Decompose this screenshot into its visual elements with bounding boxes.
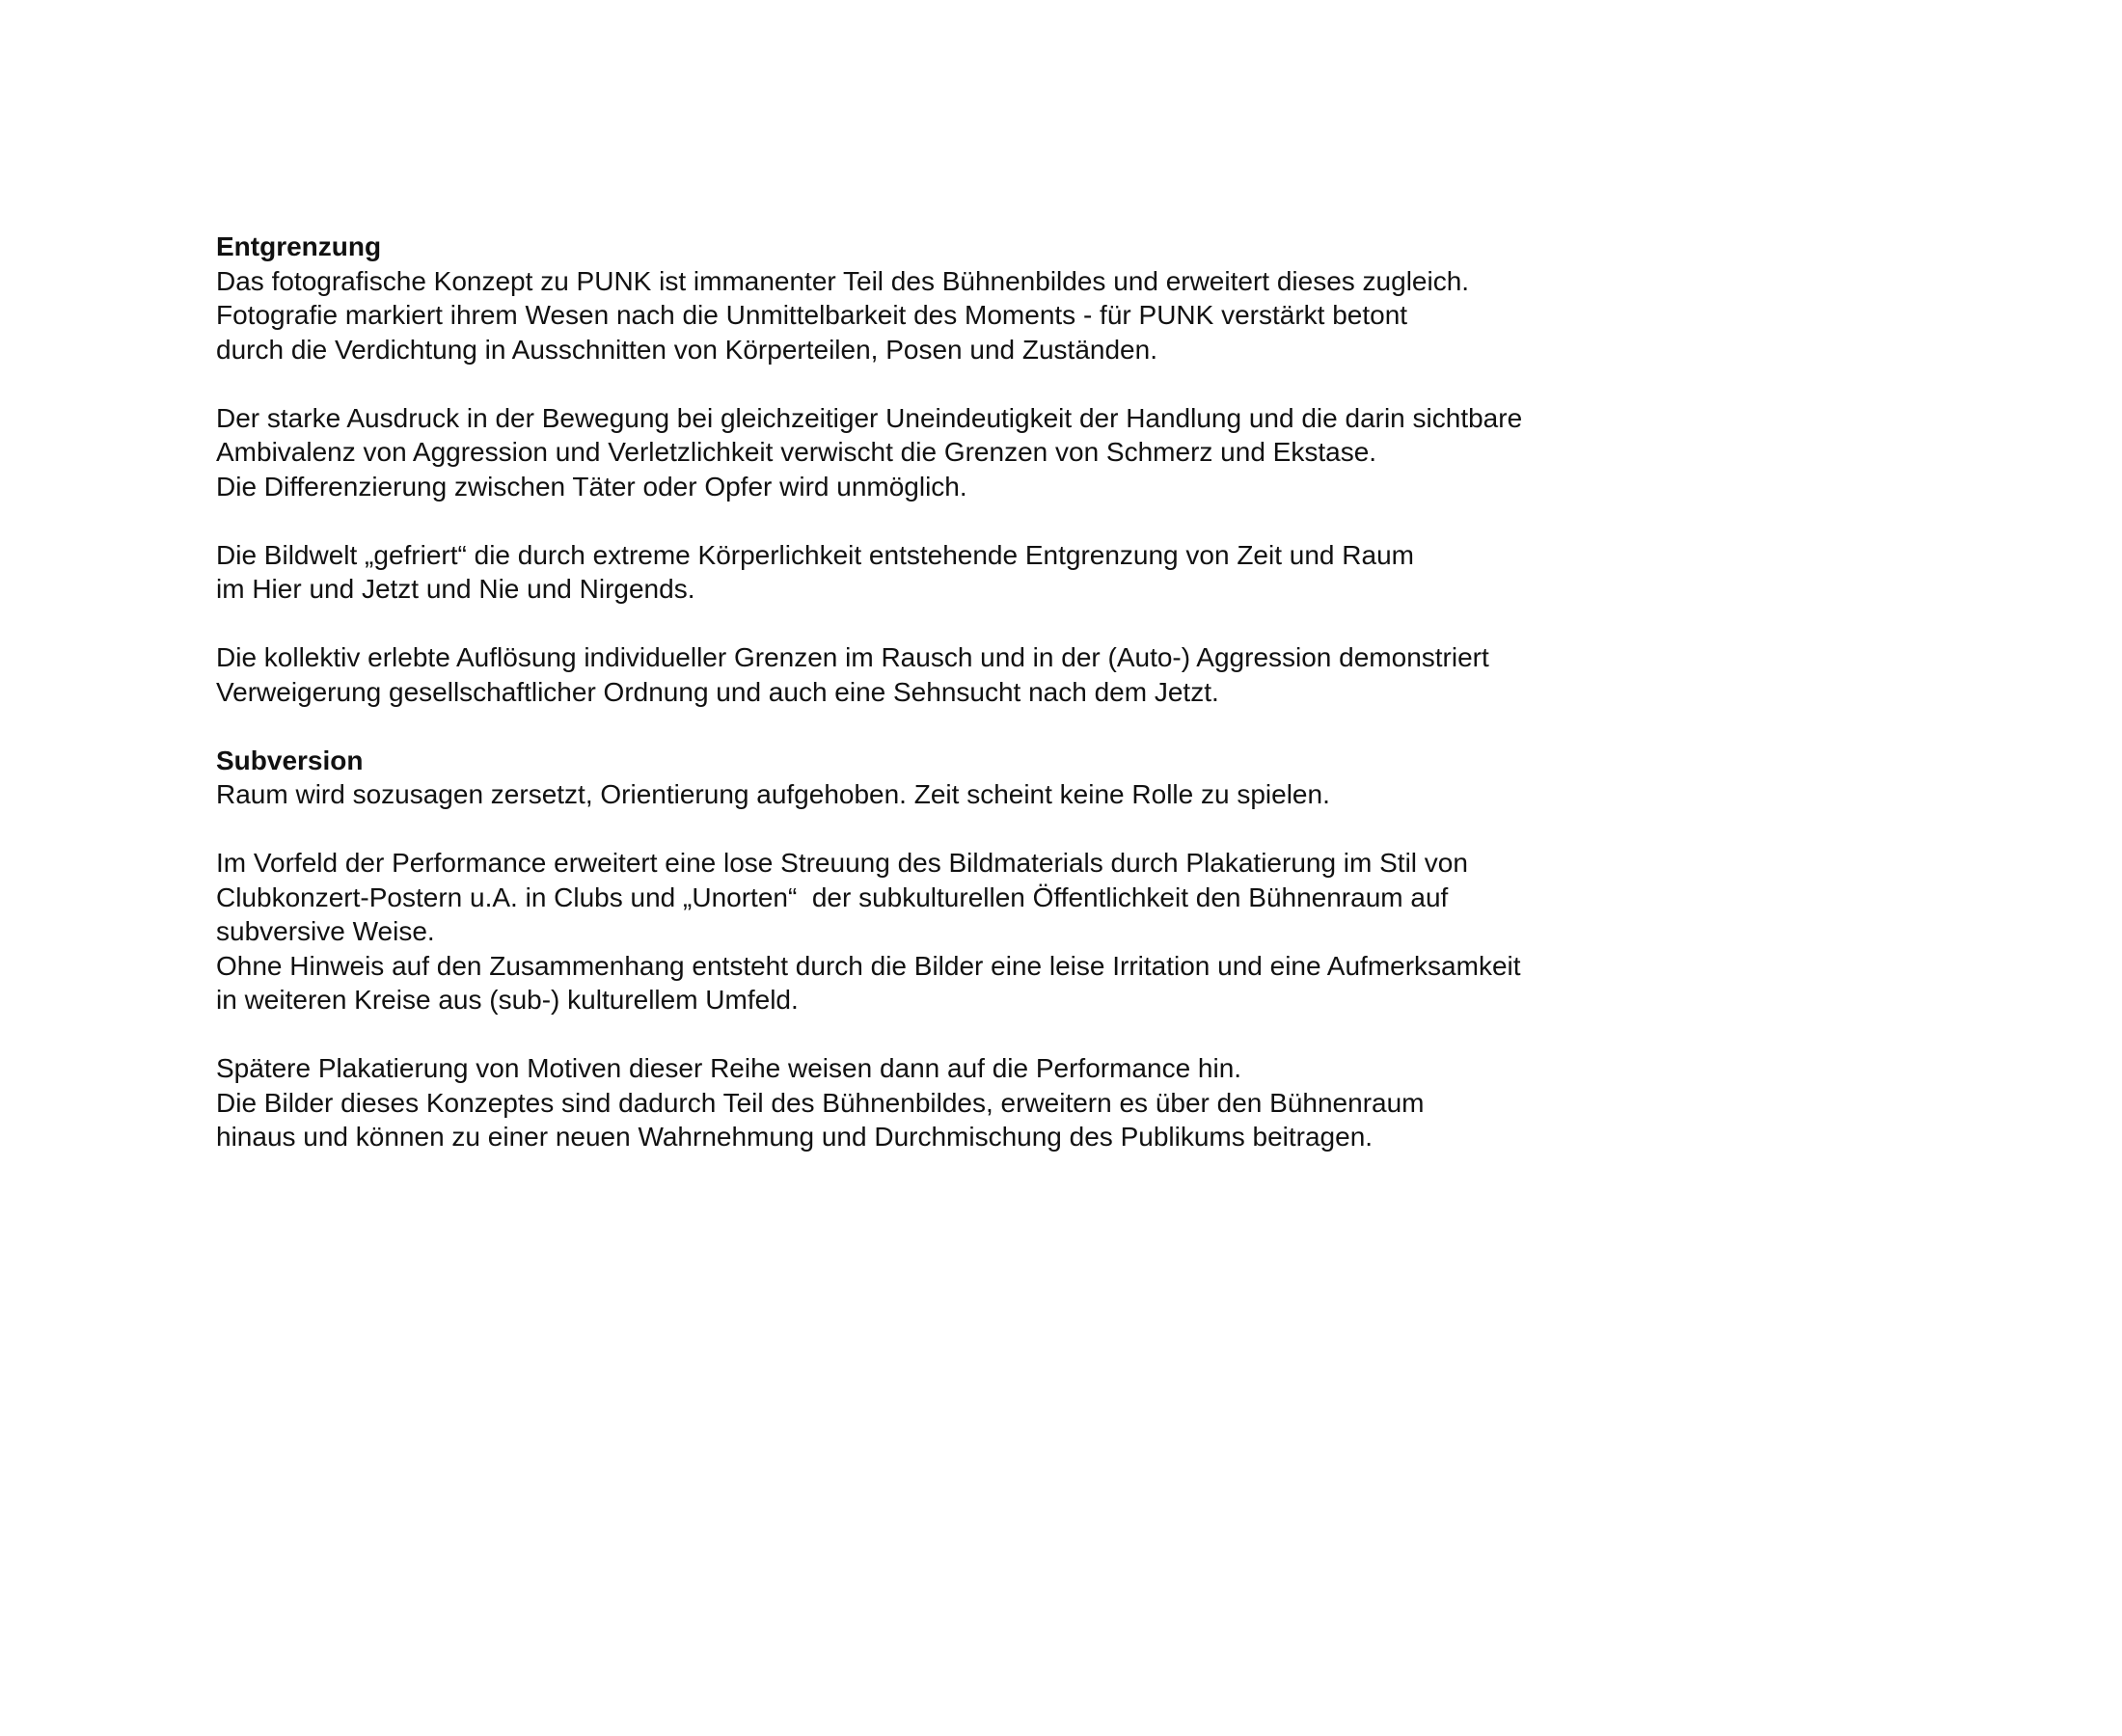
section-heading-entgrenzung: Entgrenzung	[216, 231, 382, 261]
text-line: Im Vorfeld der Performance erweitert eine lose Streuung des Bildmaterials durch Plakatierung im Stil von	[216, 848, 1468, 878]
paragraph-1	[216, 264, 2049, 367]
text-line: Spätere Plakatierung von Motiven dieser Reihe weisen dann auf die Performance hin.	[216, 1053, 1242, 1083]
text-line: Die kollektiv erlebte Auflösung individueller Grenzen im Rausch und in der (Auto-) Aggression demonstriert	[216, 642, 1489, 672]
text-line: Der starke Ausdruck in der Bewegung bei gleichzeitiger Uneindeutigkeit der Handlung und die darin sichtbare	[216, 402, 1523, 433]
text-line: Die Bilder dieses Konzeptes sind dadurch Teil des Bühnenbildes, erweitern es über den Bühnenraum	[216, 1087, 1425, 1118]
paragraph-gap	[216, 709, 2049, 744]
paragraph-3	[216, 538, 2049, 607]
document-body	[216, 230, 2049, 1154]
paragraph-gap	[216, 503, 2049, 538]
paragraph-7	[216, 1051, 2049, 1154]
text-line: hinaus und können zu einer neuen Wahrnehmung und Durchmischung des Publikums beitragen.	[216, 1122, 1374, 1152]
paragraph-gap	[216, 607, 2049, 641]
text-line: Verweigerung gesellschaftlicher Ordnung und auch eine Sehnsucht nach dem Jetzt.	[216, 676, 1219, 707]
text-line: Ohne Hinweis auf den Zusammenhang entsteht durch die Bilder eine leise Irritation und eine Aufmerksamkeit	[216, 950, 1521, 981]
text-line: subversive Weise.	[216, 916, 435, 946]
paragraph-2	[216, 401, 2049, 504]
text-line: Raum wird sozusagen zersetzt, Orientierung aufgehoben. Zeit scheint keine Rolle zu spielen.	[216, 779, 1330, 809]
text-line: Das fotografische Konzept zu PUNK ist immanenter Teil des Bühnenbildes und erweitert dieses zugleich.	[216, 265, 1470, 296]
section-heading-subversion: Subversion	[216, 745, 364, 775]
paragraph-gap	[216, 1017, 2049, 1052]
text-line: Clubkonzert-Postern u.A. in Clubs und „Unorten“ der subkulturellen Öffentlichkeit den Bühnenraum auf	[216, 882, 1449, 912]
text-line: durch die Verdichtung in Ausschnitten von Körperteilen, Posen und Zuständen.	[216, 334, 1157, 365]
text-line: Die Bildwelt „gefriert“ die durch extreme Körperlichkeit entstehende Entgrenzung von Zeit und Raum	[216, 539, 1414, 570]
paragraph-5	[216, 777, 2049, 812]
paragraph-gap	[216, 366, 2049, 401]
text-line: im Hier und Jetzt und Nie und Nirgends.	[216, 574, 695, 604]
text-line: Die Differenzierung zwischen Täter oder Opfer wird unmöglich.	[216, 471, 967, 502]
paragraph-gap	[216, 812, 2049, 847]
text-line: Fotografie markiert ihrem Wesen nach die Unmittelbarkeit des Moments - für PUNK verstärkt betont	[216, 300, 1408, 330]
text-line: Ambivalenz von Aggression und Verletzlichkeit verwischt die Grenzen von Schmerz und Ekstase.	[216, 437, 1377, 467]
paragraph-6	[216, 846, 2049, 1017]
text-line: in weiteren Kreise aus (sub-) kulturellem Umfeld.	[216, 985, 799, 1015]
paragraph-4	[216, 640, 2049, 709]
